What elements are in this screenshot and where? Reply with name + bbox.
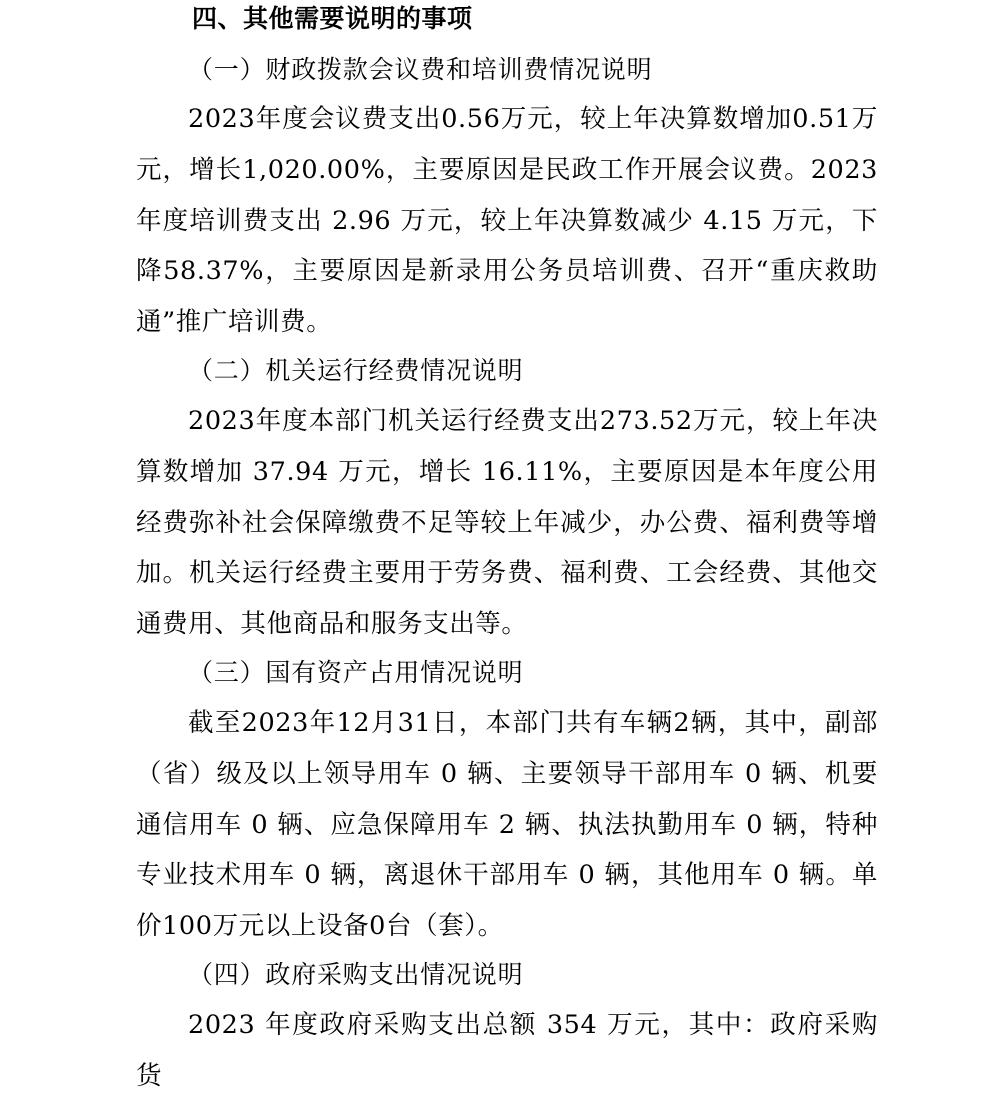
subsection-heading-operating-costs: （二）机关运行经费情况说明 <box>188 356 524 385</box>
paragraph-procurement: 2023 年度政府采购支出总额 354 万元，其中：政府采购货 <box>136 1010 878 1091</box>
subsection-heading-procurement: （四）政府采购支出情况说明 <box>188 960 524 989</box>
subsection-heading-meeting-training: （一）财政拨款会议费和培训费情况说明 <box>188 55 653 84</box>
paragraph-state-assets: 截至2023年12月31日，本部门共有车辆2辆，其中，副部（省）级及以上领导用车 0 辆、主要领导干部用车 0 辆、机要通信用车 0 辆、应急保障用车 2 辆、执法执勤用车 0 辆，特种专业技术用车 0 辆，离退休干部用车 0 辆，其他用车 0 辆。单价100万元以上设备0台（套）。 <box>136 708 878 942</box>
subsection-heading-state-assets: （三）国有资产占用情况说明 <box>188 658 524 687</box>
paragraph-operating-costs: 2023年度本部门机关运行经费支出273.52万元，较上年决算数增加 37.94 万元，增长 16.11%，主要原因是本年度公用经费弥补社会保障缴费不足等较上年减少，办公费、福利费等增加。机关运行经费主要用于劳务费、福利费、工会经费、其他交通费用、其他商品和服务支出等。 <box>136 406 878 640</box>
paragraph-meeting-training: 2023年度会议费支出0.56万元，较上年决算数增加0.51万元，增长1,020.00%，主要原因是民政工作开展会议费。2023年度培训费支出 2.96 万元，较上年决算数减少 4.15 万元，下降58.37%，主要原因是新录用公务员培训费、召开“重庆救助通”推广培训费。 <box>136 104 878 338</box>
section-title: 四、其他需要说明的事项 <box>192 4 473 33</box>
